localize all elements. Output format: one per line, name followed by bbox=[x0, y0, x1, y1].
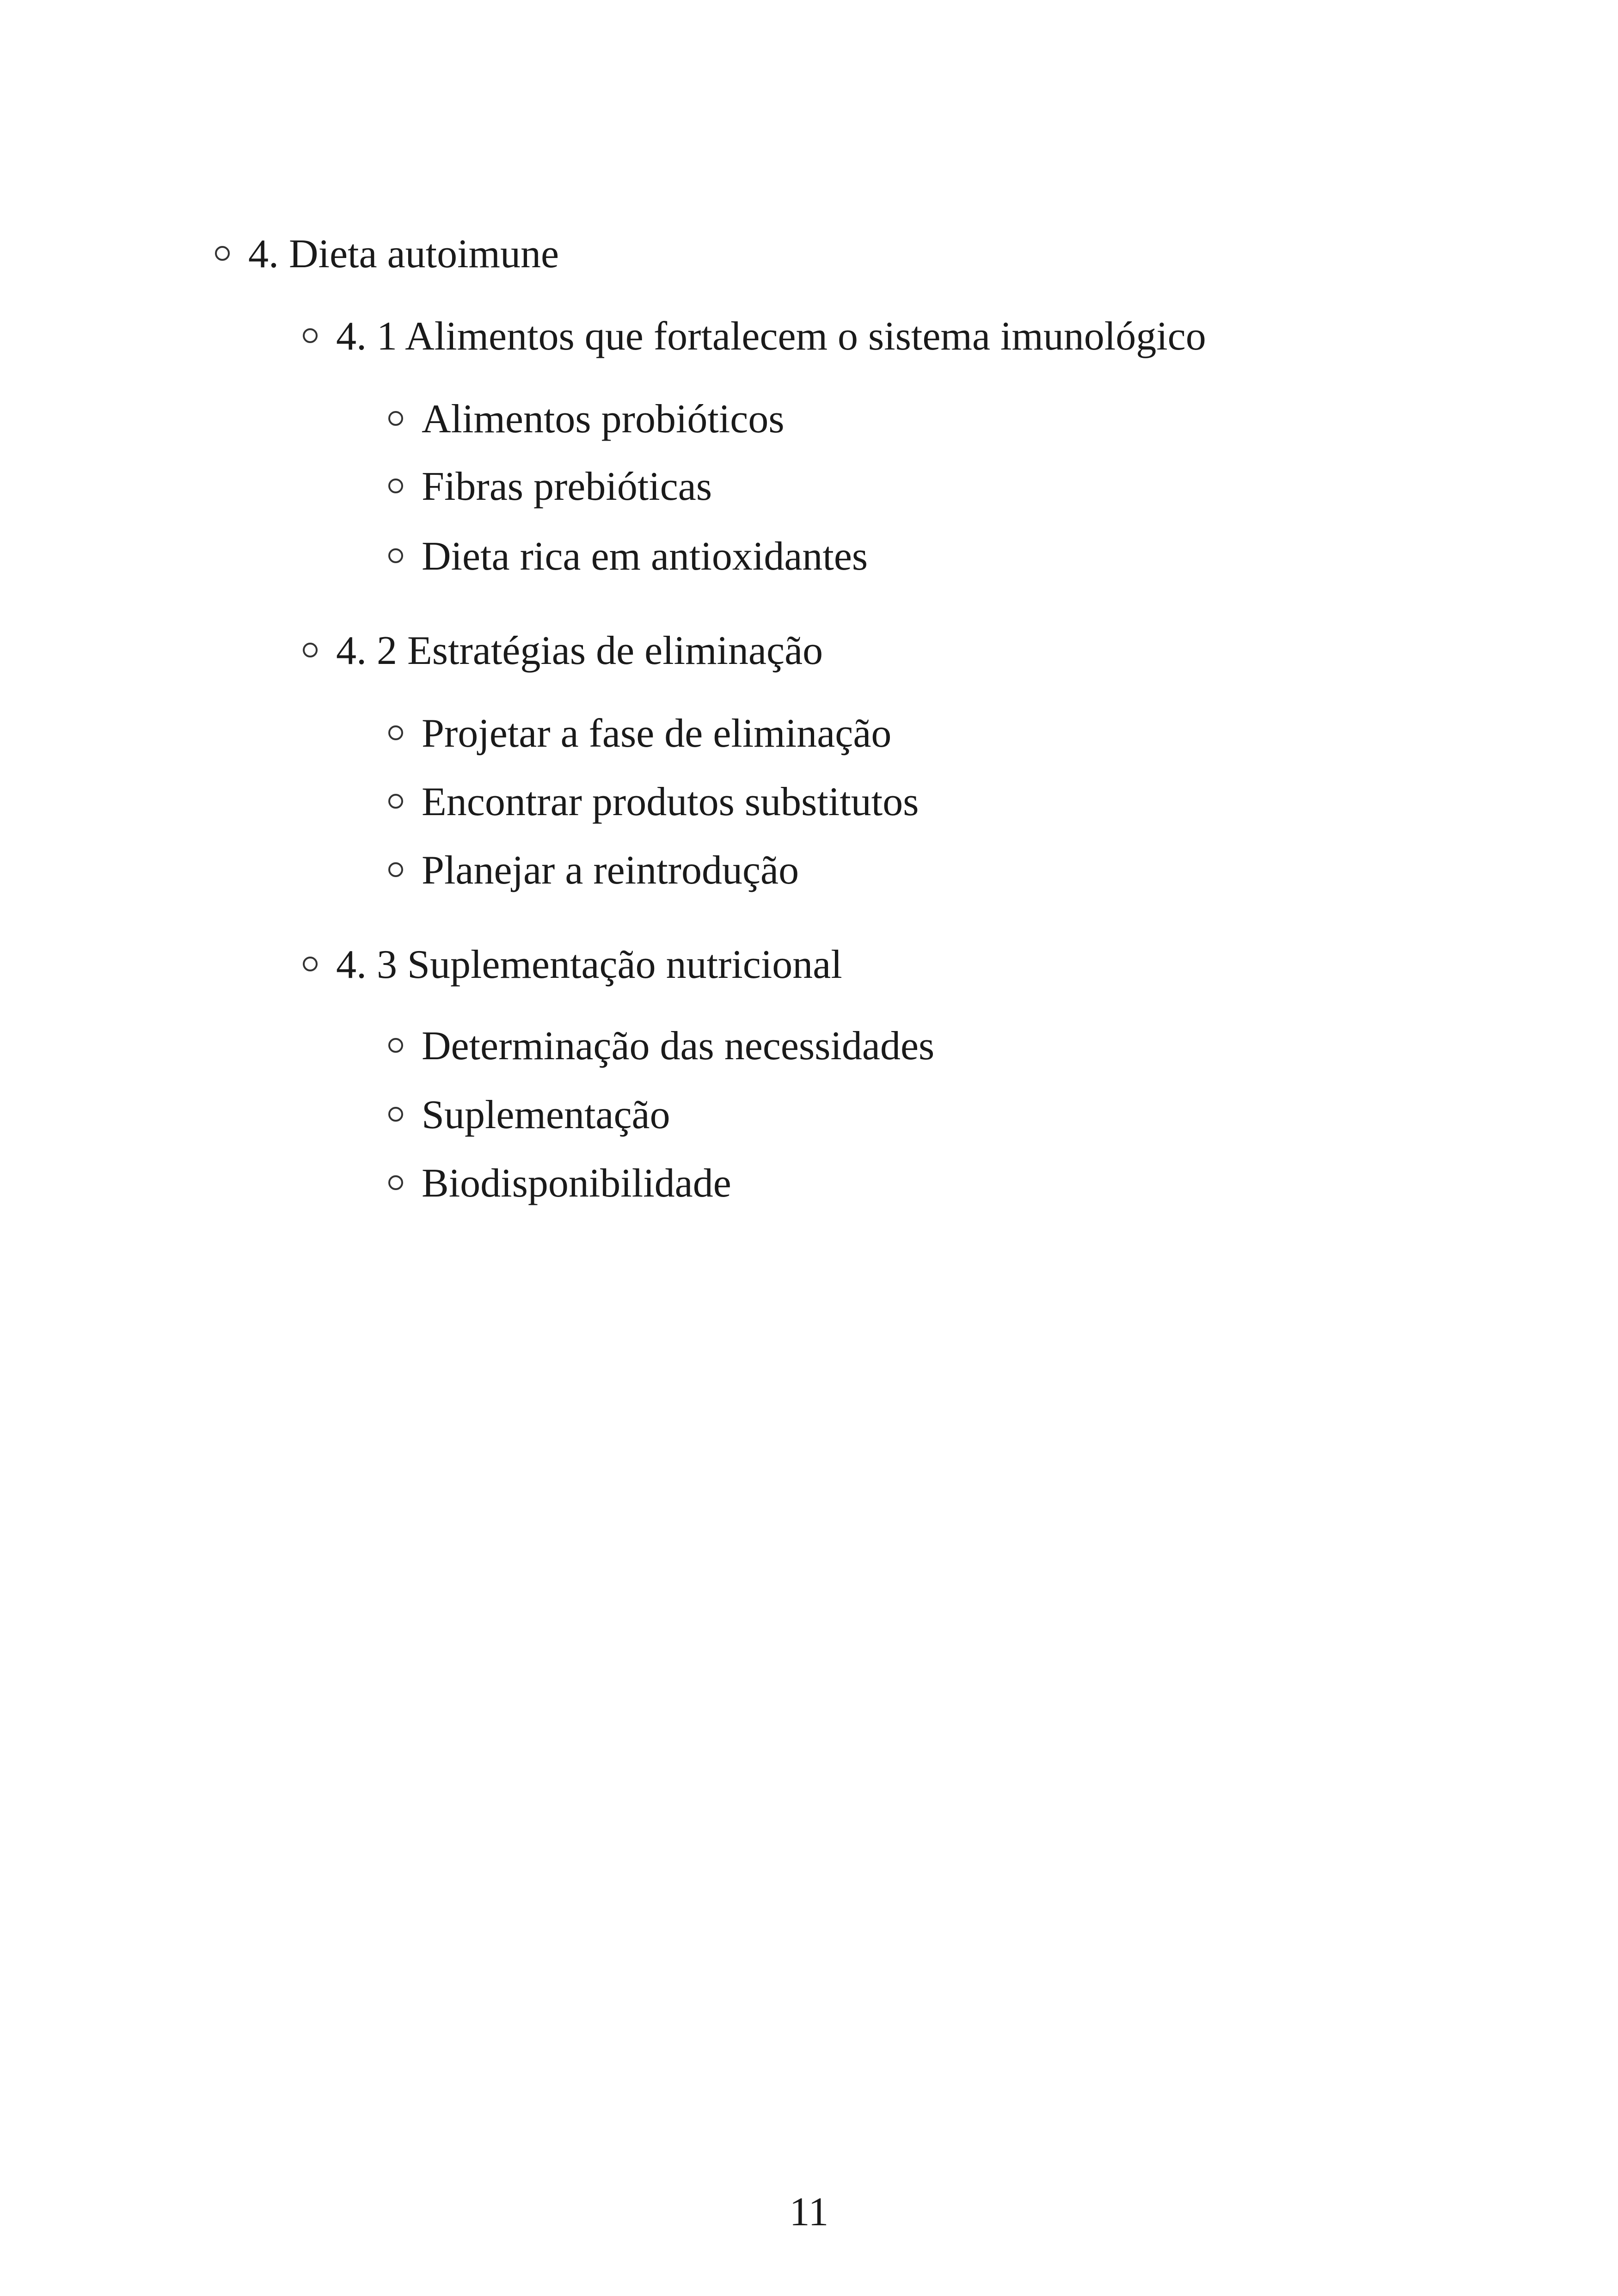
circle-bullet-icon bbox=[388, 1107, 403, 1122]
circle-bullet-icon bbox=[388, 794, 403, 809]
circle-bullet-icon bbox=[388, 862, 403, 877]
list-item bbox=[388, 779, 919, 825]
circle-bullet-icon bbox=[303, 328, 318, 343]
section-title-text: 4. 3 Suplementação nutricional bbox=[336, 942, 842, 987]
list-item bbox=[388, 1023, 934, 1069]
page-number: 11 bbox=[789, 2190, 829, 2235]
list-item-text: Biodisponibilidade bbox=[422, 1161, 731, 1206]
outline-heading-text: 4. Dieta autoimune bbox=[248, 232, 559, 276]
section-title-text: 4. 1 Alimentos que fortalecem o sistema imunológico bbox=[336, 314, 1206, 359]
circle-bullet-icon bbox=[388, 479, 403, 493]
section-title-text: 4. 2 Estratégias de eliminação bbox=[336, 628, 823, 673]
list-item-text: Alimentos probióticos bbox=[422, 397, 784, 442]
list-item-text: Planejar a reintrodução bbox=[422, 848, 799, 893]
list-item-text: Suplementação bbox=[422, 1093, 670, 1137]
circle-bullet-icon bbox=[303, 643, 318, 657]
list-item bbox=[388, 1092, 670, 1138]
section-title bbox=[303, 313, 1206, 360]
list-item bbox=[388, 711, 891, 757]
section-title bbox=[303, 628, 823, 674]
circle-bullet-icon bbox=[388, 548, 403, 563]
list-item-text: Dieta rica em antioxidantes bbox=[422, 534, 868, 579]
list-item bbox=[388, 847, 799, 894]
list-item bbox=[388, 534, 868, 580]
outline-heading bbox=[215, 231, 559, 277]
list-item bbox=[388, 396, 784, 442]
circle-bullet-icon bbox=[388, 1038, 403, 1053]
circle-bullet-icon bbox=[303, 957, 318, 971]
list-item bbox=[388, 1160, 731, 1207]
section-title bbox=[303, 942, 842, 988]
list-item-text: Encontrar produtos substitutos bbox=[422, 780, 919, 824]
list-item-text: Fibras prebióticas bbox=[422, 464, 712, 509]
list-item bbox=[388, 464, 712, 510]
list-item-text: Projetar a fase de eliminação bbox=[422, 711, 892, 756]
list-item-text: Determinação das necessidades bbox=[422, 1024, 935, 1068]
circle-bullet-icon bbox=[388, 725, 403, 740]
circle-bullet-icon bbox=[215, 246, 230, 261]
circle-bullet-icon bbox=[388, 411, 403, 426]
circle-bullet-icon bbox=[388, 1175, 403, 1190]
